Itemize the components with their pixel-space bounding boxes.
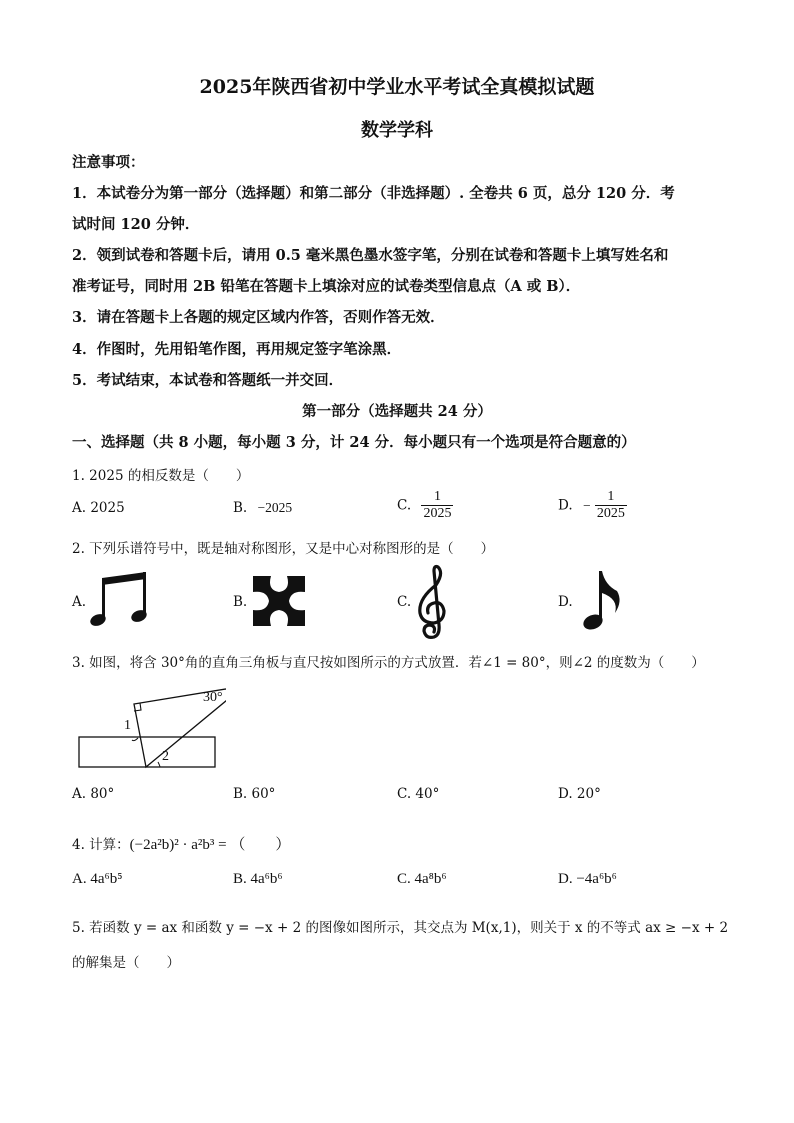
note-1-line-1: 1．本试卷分为第一部分（选择题）和第二部分（非选择题）. 全卷共 6 页，总分 120 分．考 bbox=[72, 185, 675, 202]
q1-option-b bbox=[233, 500, 292, 516]
treble-clef-icon bbox=[412, 563, 452, 641]
q1-option-d bbox=[558, 489, 627, 522]
q2-option-a-label: A. bbox=[72, 594, 87, 610]
q1-option-d-fraction bbox=[595, 489, 627, 522]
note-5: 5．考试结束，本试卷和答题纸一并交回． bbox=[72, 372, 344, 389]
beamed-eighth-notes-icon bbox=[88, 570, 152, 630]
note-3: 3．请在答题卡上各题的规定区域内作答，否则作答无效． bbox=[72, 309, 445, 326]
q1-option-c-denominator: 2025 bbox=[423, 506, 452, 521]
q1-option-c-numerator: 1 bbox=[433, 489, 441, 504]
fermata-cross-symbol-icon bbox=[251, 574, 307, 628]
part1-heading: 第一部分（选择题共 24 分） bbox=[302, 403, 492, 420]
q1-option-d-label: D. bbox=[558, 497, 573, 514]
q1-option-d-sign: − bbox=[582, 497, 591, 513]
notes-heading: 注意事项： bbox=[72, 154, 145, 171]
q4-stem-prefix: 4. 计算： bbox=[72, 837, 130, 853]
q5-stem-line-1: 5. 若函数 y = ax 和函数 y = −x + 2 的图像如图所示，其交点为 M(x,1)，则关于 x 的不等式 ax ≥ −x + 2 bbox=[72, 920, 729, 936]
q3-option-b: B. 60° bbox=[233, 786, 276, 802]
q3-stem: 3. 如图，将含 30°角的直角三角板与直尺按如图所示的方式放置．若∠1 = 80°，则∠2 的度数为（ ） bbox=[72, 655, 705, 671]
q3-figure-angle-label: 30° bbox=[203, 690, 223, 705]
note-2-line-1: 2．领到试卷和答题卡后，请用 0.5 毫米黑色墨水签字笔，分别在试卷和答题卡上填写姓名和 bbox=[72, 247, 669, 264]
q2-stem: 2. 下列乐谱符号中，既是轴对称图形，又是中心对称图形的是（ ） bbox=[72, 541, 495, 557]
q1-option-c bbox=[397, 489, 453, 522]
note-1-line-2: 试时间 120 分钟． bbox=[72, 216, 200, 233]
q2-option-c-label: C. bbox=[397, 594, 412, 610]
exam-subject: 数学学科 bbox=[361, 120, 433, 141]
q3-option-c: C. 40° bbox=[397, 786, 440, 802]
q4-expression: (−2a²b)² · a²b³ = （ ） bbox=[129, 837, 291, 853]
q3-figure-label-2: 2 bbox=[162, 749, 169, 764]
q4-stem bbox=[72, 833, 290, 854]
q1-option-d-denominator: 2025 bbox=[596, 506, 625, 521]
note-2-line-2: 准考证号，同时用 2B 铅笔在答题卡上填涂对应的试卷类型信息点（A 或 B）． bbox=[72, 278, 581, 295]
q1-option-b-value: −2025 bbox=[257, 500, 293, 515]
q4-option-a: A. 4a⁶b⁵ bbox=[72, 871, 123, 887]
q1-option-c-fraction bbox=[421, 489, 453, 522]
q1-option-a: A. 2025 bbox=[72, 500, 125, 516]
q4-option-b: B. 4a⁶b⁶ bbox=[233, 871, 283, 887]
q1-option-b-label: B. bbox=[233, 500, 248, 516]
q1-option-d-numerator: 1 bbox=[607, 489, 615, 504]
q4-option-c: C. 4a⁸b⁶ bbox=[397, 871, 447, 887]
section-heading: 一、选择题（共 8 小题，每小题 3 分，计 24 分．每小题只有一个选项是符合题意的） bbox=[72, 434, 636, 451]
q3-option-d: D. 20° bbox=[558, 786, 601, 802]
note-4: 4．作图时，先用铅笔作图，再用规定签字笔涂黑． bbox=[72, 341, 402, 358]
eighth-note-icon bbox=[575, 567, 625, 633]
q2-option-d-label: D. bbox=[558, 594, 573, 610]
q1-stem: 1. 2025 的相反数是（ ） bbox=[72, 468, 250, 484]
q4-option-d: D. −4a⁶b⁶ bbox=[558, 871, 617, 887]
q1-option-c-label: C. bbox=[397, 497, 412, 514]
exam-title: 2025年陕西省初中学业水平考试全真模拟试题 bbox=[199, 76, 595, 98]
q3-option-a: A. 80° bbox=[72, 786, 115, 802]
q5-stem-line-2: 的解集是（ ） bbox=[72, 955, 180, 971]
q3-figure-label-1: 1 bbox=[124, 718, 131, 733]
q2-option-b-label: B. bbox=[233, 594, 248, 610]
